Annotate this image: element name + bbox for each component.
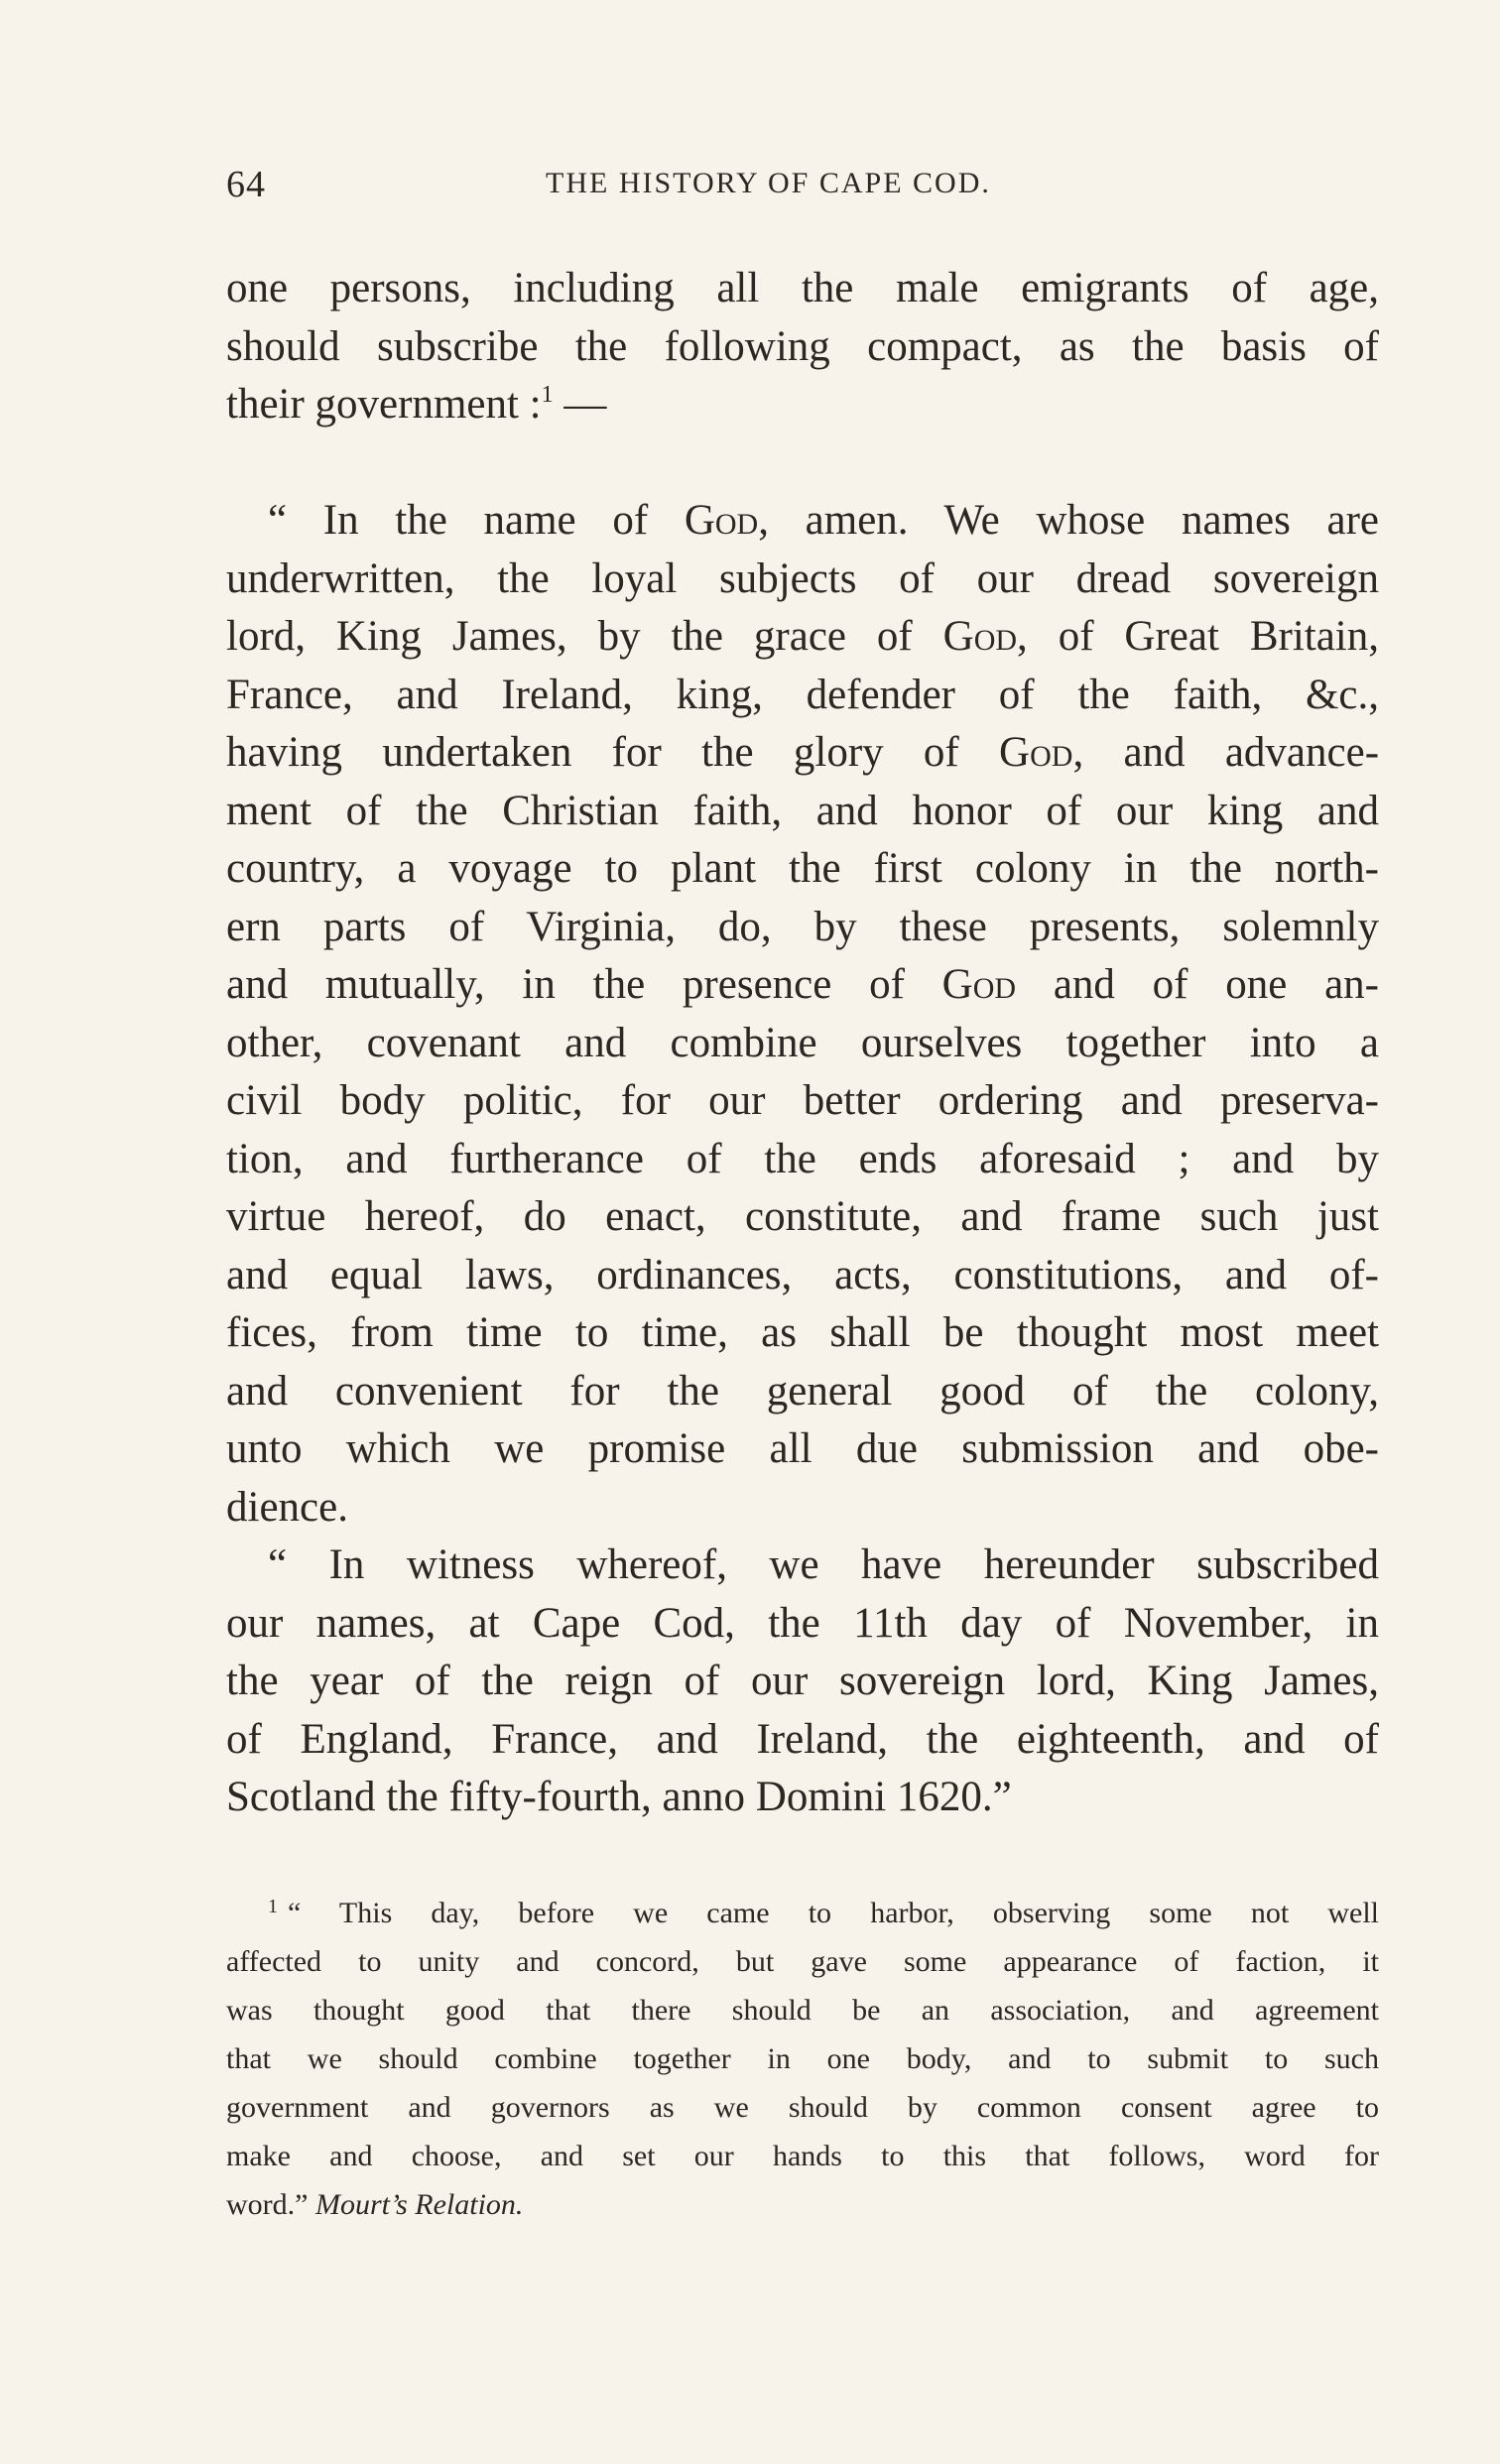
footnote-source: Mourt’s Relation. — [314, 2188, 524, 2221]
text-line: “ In the name of God, amen. We whose names are — [268, 497, 1379, 544]
footnote-marker: 1 — [268, 1896, 278, 1917]
text-line: dience. — [226, 1483, 348, 1531]
page-number: 64 — [226, 164, 266, 205]
text-line: our names, at Cape Cod, the 11th day of November, in — [226, 1599, 1379, 1647]
text-line: underwritten, the loyal subjects of our dread sovereign — [226, 554, 1379, 602]
text-line: their government :$^1$ — — [226, 381, 607, 428]
footnote-line: $^1$ “ This day, before we came to harbor, observing some not well — [268, 1896, 1379, 1929]
page-header — [226, 159, 1379, 214]
paragraph-gap — [226, 434, 1379, 493]
text-line: civil body politic, for our better ordering and preserva- — [226, 1077, 1379, 1124]
footnote-line: word.” Mourt’s Relation. — [226, 2188, 524, 2221]
text-line: should subscribe the following compact, as the basis of — [226, 322, 1379, 370]
footnote-line: make and choose, and set our hands to this that follows, word for — [226, 2140, 1379, 2172]
text-line: and mutually, in the presence of God and of one an- — [226, 961, 1379, 1008]
text-line: fices, from time to time, as shall be thought most meet — [226, 1309, 1379, 1356]
text-line: having undertaken for the glory of God, and advance- — [226, 729, 1380, 776]
footnote — [226, 1889, 1379, 2229]
footnote-line: was thought good that there should be an association, and agreement — [226, 1994, 1379, 2027]
text-line: ern parts of Virginia, do, by these presents, solemnly — [226, 903, 1379, 950]
text-line: one persons, including all the male emigrants of age, — [226, 265, 1379, 311]
text-line: country, a voyage to plant the first colony in the north- — [226, 845, 1379, 892]
text-line: France, and Ireland, king, defender of the faith, &c., — [226, 671, 1379, 718]
body-text — [226, 260, 1379, 1827]
text-line: and equal laws, ordinances, acts, constitutions, and of- — [226, 1251, 1379, 1298]
text-line: tion, and furtherance of the ends aforesaid ; and by — [226, 1135, 1379, 1182]
running-head: THE HISTORY OF CAPE COD. — [546, 167, 991, 199]
text-line: unto which we promise all due submission and obe- — [226, 1425, 1379, 1472]
text-line: Scotland the fifty-fourth, anno Domini 1620.” — [226, 1774, 1012, 1820]
footnote-line: affected to unity and concord, but gave some appearance of faction, it — [226, 1945, 1379, 1978]
text-line: ment of the Christian faith, and honor of our king and — [226, 787, 1379, 834]
footnote-reference: 1 — [541, 382, 554, 408]
text-line: other, covenant and combine ourselves together into a — [226, 1019, 1379, 1066]
footnote-line: government and governors as we should by common consent agree to — [226, 2091, 1379, 2124]
text-line: of England, France, and Ireland, the eighteenth, and of — [226, 1715, 1379, 1763]
divine-name: God — [684, 497, 759, 544]
text-line: lord, King James, by the grace of God, of Great Britain, — [226, 613, 1379, 660]
text-line: “ In witness whereof, we have hereunder subscribed — [268, 1541, 1379, 1588]
text-line: the year of the reign of our sovereign lord, King James, — [226, 1658, 1379, 1704]
divine-name: God — [942, 613, 1018, 660]
divine-name: God — [999, 729, 1073, 776]
text-line: virtue hereof, do enact, constitute, and frame such just — [226, 1193, 1379, 1240]
divine-name: God — [941, 961, 1017, 1008]
text-line: and convenient for the general good of the colony, — [226, 1367, 1379, 1415]
footnote-line: that we should combine together in one body, and to submit to such — [226, 2042, 1379, 2075]
